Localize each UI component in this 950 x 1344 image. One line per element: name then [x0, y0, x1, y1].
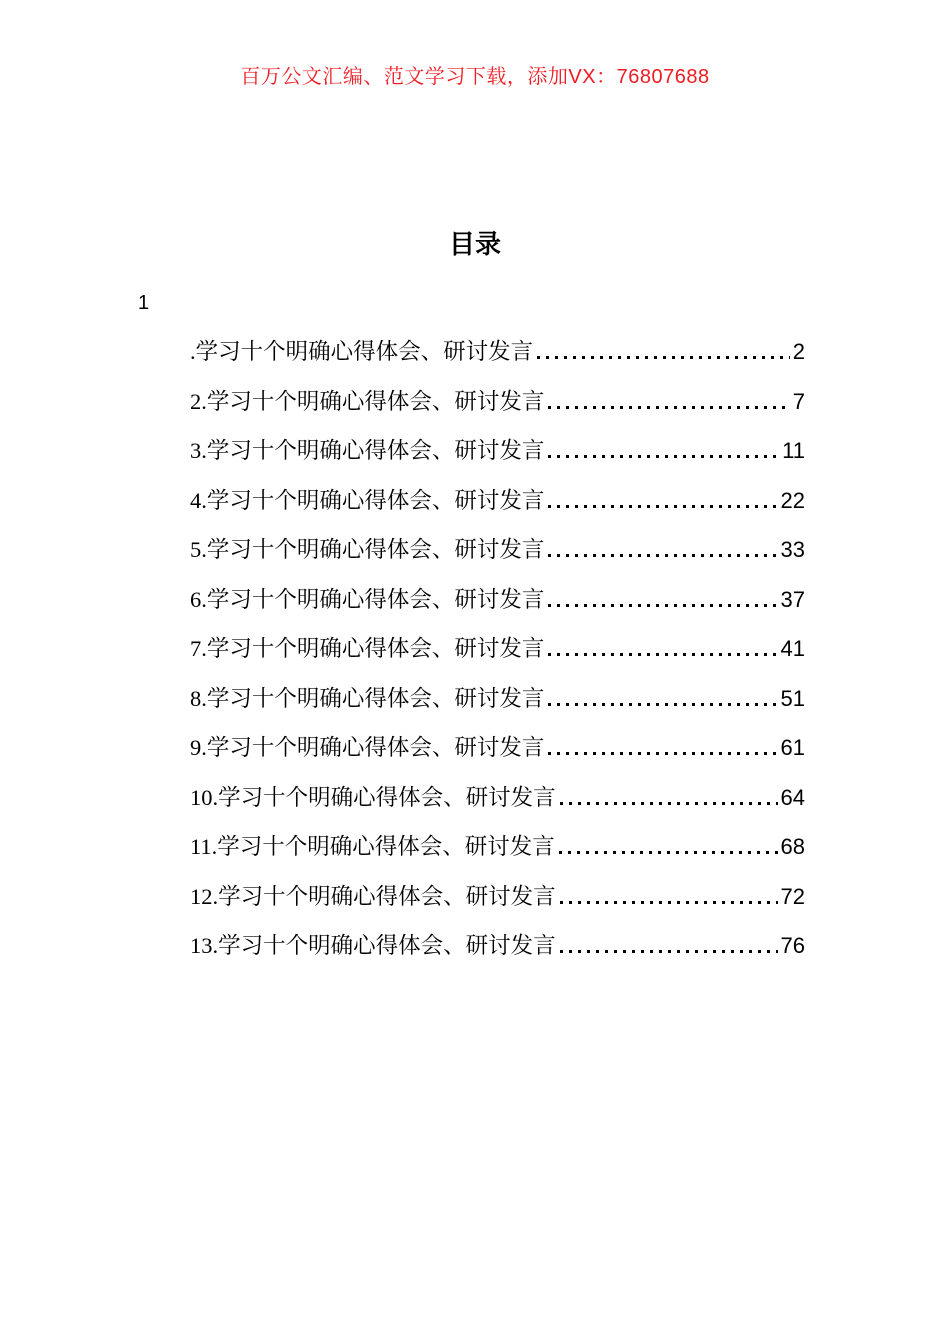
toc-dot-leader [548, 703, 777, 706]
toc-entry-page-number: 37 [780, 586, 805, 612]
toc-entry-label: 8.学习十个明确心得体会、研讨发言 [190, 685, 545, 711]
toc-entry-page-number: 7 [792, 388, 805, 414]
toc-entry[interactable] [190, 872, 805, 922]
orphan-line-number: 1 [138, 292, 150, 314]
toc-entry-page-number: 33 [780, 537, 805, 562]
toc-entry[interactable] [190, 426, 805, 476]
toc-entry-page-number: 51 [780, 685, 805, 711]
toc-list [190, 327, 805, 971]
toc-entry[interactable] [190, 327, 805, 377]
toc-entry[interactable] [190, 624, 805, 674]
toc-dot-leader [548, 604, 777, 607]
toc-entry-label: 2.学习十个明确心得体会、研讨发言 [190, 388, 545, 414]
toc-entry-page-number: 64 [780, 784, 805, 810]
toc-entry[interactable] [190, 575, 805, 625]
header-notice-text: 百万公文汇编、范文学习下载，添加VX：76807688 [240, 66, 710, 88]
toc-entry-label: 9.学习十个明确心得体会、研讨发言 [190, 735, 545, 760]
toc-dot-leader [548, 653, 777, 656]
toc-dot-leader [548, 554, 777, 557]
toc-entry-label: 12.学习十个明确心得体会、研讨发言 [190, 883, 556, 909]
toc-entry-page-number: 2 [792, 339, 805, 364]
toc-title: 目录 [448, 229, 501, 259]
toc-entry[interactable] [190, 723, 805, 773]
toc-entry[interactable] [190, 822, 805, 872]
toc-entry-page-number: 61 [780, 735, 805, 760]
toc-entry-label: 11.学习十个明确心得体会、研讨发言 [190, 834, 555, 859]
toc-entry-page-number: 41 [780, 636, 805, 661]
toc-entry-page-number: 76 [780, 933, 805, 958]
toc-dot-leader [548, 752, 777, 755]
toc-entry[interactable] [190, 674, 805, 724]
toc-entry-label: 6.学习十个明确心得体会、研讨发言 [190, 586, 545, 612]
toc-entry-label: 4.学习十个明确心得体会、研讨发言 [190, 487, 545, 513]
toc-dot-leader [548, 406, 789, 409]
toc-entry[interactable] [190, 476, 805, 526]
toc-entry-label: 7.学习十个明确心得体会、研讨发言 [190, 636, 545, 661]
toc-entry-label: 10.学习十个明确心得体会、研讨发言 [190, 784, 556, 810]
toc-entry-page-number: 22 [780, 487, 805, 513]
toc-entry[interactable] [190, 377, 805, 427]
toc-dot-leader [560, 901, 778, 904]
toc-dot-leader [560, 802, 778, 805]
toc-entry-label: 13.学习十个明确心得体会、研讨发言 [190, 933, 556, 958]
toc-entry[interactable] [190, 921, 805, 971]
toc-entry-page-number: 11 [782, 438, 805, 463]
toc-entry-page-number: 72 [780, 883, 805, 909]
toc-dot-leader [537, 356, 790, 359]
toc-entry-page-number: 68 [780, 834, 805, 859]
toc-entry[interactable] [190, 773, 805, 823]
toc-dot-leader [559, 851, 778, 854]
toc-dot-leader [560, 950, 778, 953]
toc-entry-label: 3.学习十个明确心得体会、研讨发言 [190, 438, 545, 463]
toc-dot-leader [548, 505, 777, 508]
toc-dot-leader [548, 455, 779, 458]
toc-entry-label: 5.学习十个明确心得体会、研讨发言 [190, 537, 545, 562]
toc-entry[interactable] [190, 525, 805, 575]
toc-entry-label: .学习十个明确心得体会、研讨发言 [190, 339, 534, 364]
